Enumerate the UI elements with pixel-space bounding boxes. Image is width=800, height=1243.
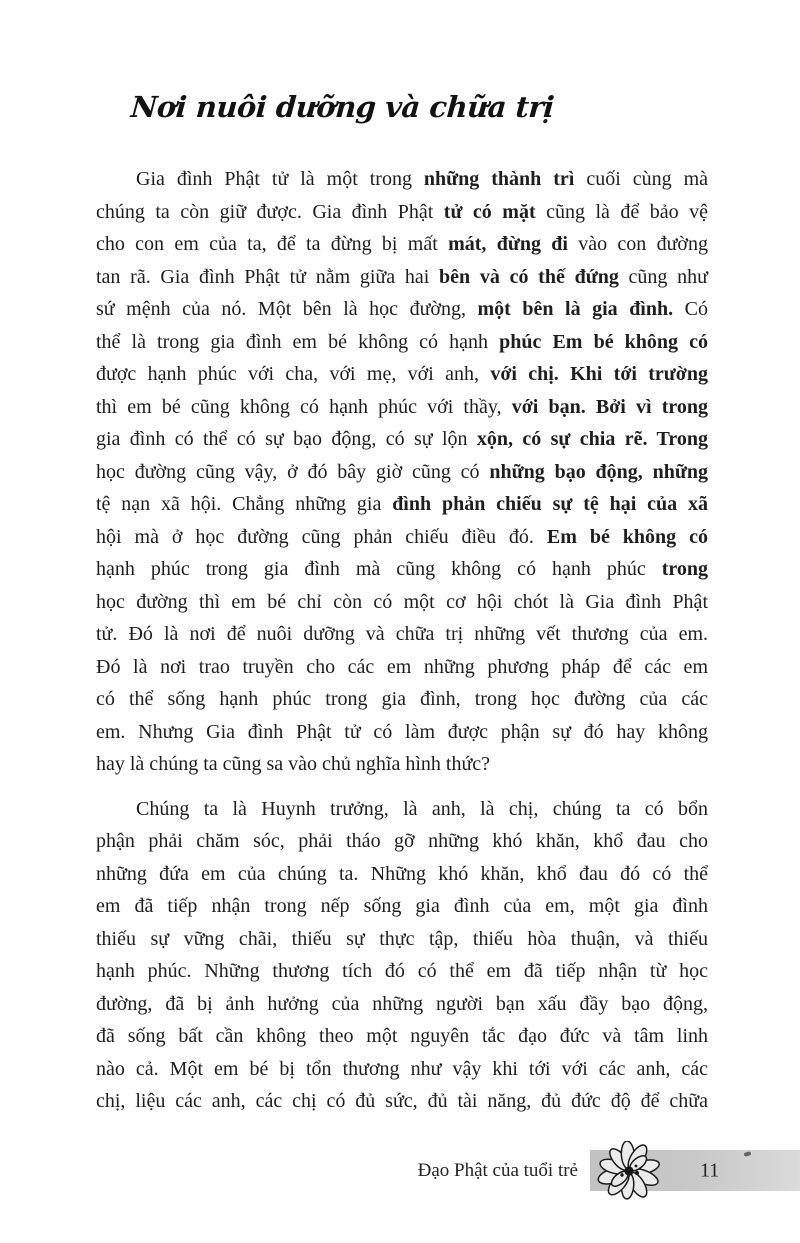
bold-text-run: xộn, có sự chia rẽ. Trong xyxy=(476,428,709,450)
text-run: Có xyxy=(673,298,708,320)
text-run: thì em bé cũng không có hạnh phúc với thầy, xyxy=(96,395,512,418)
bold-text-run: với chị. Khi tới trường xyxy=(490,363,709,385)
text-run: thể là trong gia đình em bé không có hạnh xyxy=(96,330,500,353)
text-run: hay là chúng ta cũng sa vào chủ nghĩa hình thức? xyxy=(96,753,491,775)
text-run: học đường cũng vậy, ở đó bây giờ cũng có xyxy=(96,460,490,483)
text-line xyxy=(96,890,708,923)
text-line xyxy=(96,1085,708,1118)
text-run: Chúng ta là Huynh trưởng, là anh, là chị, chúng ta có bổn xyxy=(136,797,708,820)
bold-text-run: bên và có thế đứng xyxy=(439,265,619,288)
bold-text-run: những thành trì xyxy=(423,168,575,190)
text-run: được hạnh phúc với cha, với mẹ, với anh, xyxy=(96,363,491,385)
bold-text-run: với bạn. Bởi vì trong xyxy=(511,395,709,418)
page-body xyxy=(96,163,708,1118)
bold-text-run: Em bé không có xyxy=(546,525,708,548)
bold-text-run: phúc Em bé không có xyxy=(499,330,709,353)
text-run: phận phải chăm sóc, phải tháo gỡ những khó khăn, khổ đau cho xyxy=(96,830,708,852)
text-line xyxy=(96,488,708,521)
text-run: Đó là nơi trao truyền cho các em những phương pháp để các em xyxy=(96,655,708,678)
text-run: sứ mệnh của nó. Một bên là học đường, xyxy=(96,298,478,320)
text-line xyxy=(96,858,708,891)
text-line xyxy=(96,423,708,456)
text-run: tệ nạn xã hội. Chẳng những gia xyxy=(96,493,393,515)
text-run: có thể sống hạnh phúc trong gia đình, trong học đường của các xyxy=(96,688,708,710)
text-line xyxy=(96,793,708,826)
text-line xyxy=(96,618,708,651)
text-line xyxy=(96,521,708,554)
text-run: nào cả. Một em bé bị tổn thương như vậy khi tới với các anh, các xyxy=(96,1057,708,1080)
text-line xyxy=(96,748,708,781)
text-run: cho con em của ta, để ta đừng bị mất xyxy=(96,233,449,255)
text-run: hạnh phúc. Những thương tích đó có thể em đã tiếp nhận từ học xyxy=(96,960,708,982)
text-line xyxy=(96,293,708,326)
text-run: học đường thì em bé chỉ còn có một cơ hội chót là Gia đình Phật xyxy=(96,590,708,613)
text-line xyxy=(96,651,708,684)
text-run: đường, đã bị ảnh hưởng của những người bạn xấu đầy bạo động, xyxy=(96,992,708,1015)
text-run: gia đình có thể có sự bạo động, có sự lộn xyxy=(96,428,477,450)
text-run: tử. Đó là nơi để nuôi dưỡng và chữa trị những vết thương của em. xyxy=(96,623,708,645)
text-line xyxy=(96,261,708,294)
text-line xyxy=(96,163,708,196)
text-line xyxy=(96,196,708,229)
text-run: Gia đình Phật tử là một trong xyxy=(136,168,424,190)
text-line xyxy=(96,716,708,749)
text-line xyxy=(96,923,708,956)
lotus-flower-icon xyxy=(592,1141,666,1201)
text-run: em đã tiếp nhận trong nếp sống gia đình của em, một gia đình xyxy=(96,895,708,917)
text-run: chị, liệu các anh, các chị có đủ sức, đủ tài năng, đủ đức độ để chữa xyxy=(96,1090,708,1112)
text-run: cũng như xyxy=(618,265,708,288)
text-run: hạnh phúc trong gia đình mà cũng không có hạnh phúc xyxy=(96,558,662,580)
text-line xyxy=(96,586,708,619)
text-run: những đứa em của chúng ta. Những khó khăn, khổ đau đó có thể xyxy=(96,862,708,885)
text-run: hội mà ở học đường cũng phản chiếu điều đó. xyxy=(96,525,547,548)
text-run: cuối cùng mà xyxy=(574,168,709,190)
page-number: 11 xyxy=(700,1159,720,1181)
paragraphs xyxy=(96,163,708,1118)
text-line xyxy=(96,326,708,359)
text-line xyxy=(96,955,708,988)
paragraph xyxy=(96,793,708,1118)
text-line xyxy=(96,1020,708,1053)
bold-text-run: một bên là gia đình. xyxy=(477,298,674,320)
text-line xyxy=(96,358,708,391)
text-line xyxy=(96,683,708,716)
text-line xyxy=(96,1053,708,1086)
text-run: vào con đường xyxy=(567,233,709,255)
page-footer xyxy=(0,1147,800,1194)
text-run: thiếu sự vững chãi, thiếu sự thực tập, thiếu hòa thuận, và thiếu xyxy=(96,927,708,950)
text-line xyxy=(96,825,708,858)
text-line xyxy=(96,553,708,586)
text-run: em. Nhưng Gia đình Phật tử có làm được phận sự đó hay không xyxy=(96,720,708,743)
running-footer-book-title: Đạo Phật của tuổi trẻ xyxy=(417,1159,578,1181)
text-line xyxy=(96,391,708,424)
chapter-title: Nơi nuôi dưỡng và chữa trị xyxy=(129,90,556,124)
bold-text-run: những bạo động, những xyxy=(489,460,708,483)
bold-text-run: trong xyxy=(661,558,708,580)
text-run: cũng là để bảo vệ xyxy=(535,200,709,223)
text-line xyxy=(96,988,708,1021)
bold-text-run: tử có mặt xyxy=(443,200,536,223)
bold-text-run: đình phản chiếu sự tệ hại của xã xyxy=(392,493,708,515)
text-run: chúng ta còn giữ được. Gia đình Phật xyxy=(96,200,444,223)
text-run: tan rã. Gia đình Phật tử nằm giữa hai xyxy=(96,265,440,288)
text-line xyxy=(96,456,708,489)
text-line xyxy=(96,228,708,261)
paragraph xyxy=(96,163,708,781)
text-run: đã sống bất cần không theo một nguyên tắc đạo đức và tâm linh xyxy=(96,1025,708,1047)
bold-text-run: mát, đừng đi xyxy=(448,233,568,255)
